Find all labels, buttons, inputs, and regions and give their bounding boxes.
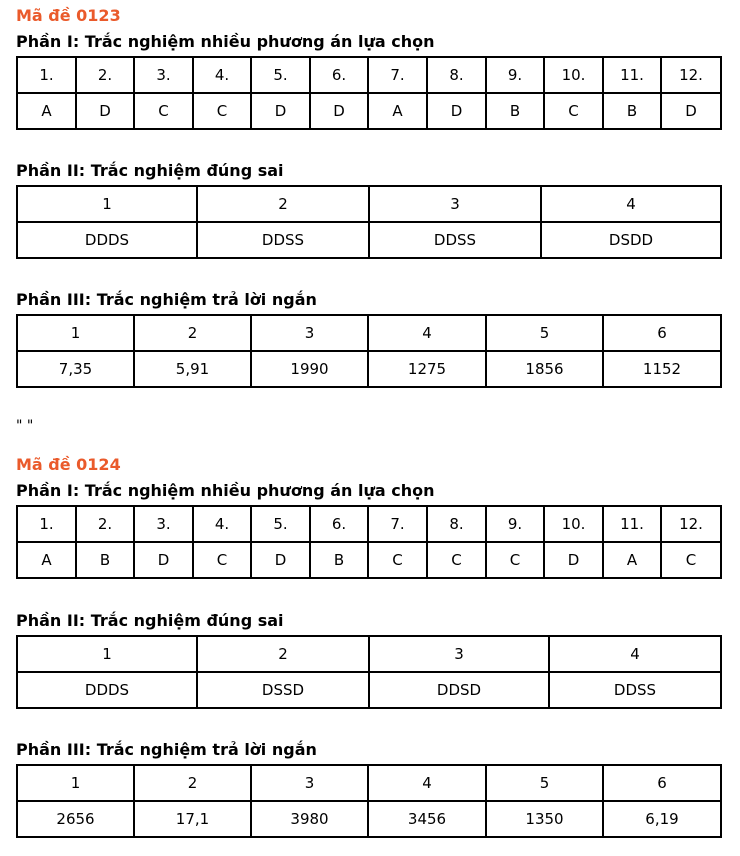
question-number: 6 bbox=[603, 765, 721, 801]
question-number: 5. bbox=[251, 506, 310, 542]
answer-row bbox=[17, 672, 721, 708]
part1-table bbox=[16, 505, 722, 579]
question-number: 3 bbox=[251, 315, 368, 351]
part1-title: Phần I: Trắc nghiệm nhiều phương án lựa chọn bbox=[16, 32, 435, 51]
answer-cell: DSSD bbox=[197, 672, 369, 708]
answer-cell: 1856 bbox=[486, 351, 603, 387]
answer-cell: C bbox=[661, 542, 721, 578]
answer-row bbox=[17, 351, 721, 387]
answer-cell: A bbox=[603, 542, 661, 578]
question-number: 1. bbox=[17, 506, 76, 542]
question-number: 9. bbox=[486, 506, 544, 542]
question-number: 4 bbox=[541, 186, 721, 222]
answer-cell: 1350 bbox=[486, 801, 603, 837]
question-number: 7. bbox=[368, 57, 427, 93]
answer-cell: A bbox=[368, 93, 427, 129]
part1-title: Phần I: Trắc nghiệm nhiều phương án lựa chọn bbox=[16, 481, 435, 500]
exam-code-title: Mã đề 0123 bbox=[16, 6, 121, 25]
exam-code-title: Mã đề 0124 bbox=[16, 455, 121, 474]
answer-row bbox=[17, 93, 721, 129]
question-number: 10. bbox=[544, 506, 603, 542]
answer-cell: C bbox=[544, 93, 603, 129]
answer-cell: D bbox=[427, 93, 486, 129]
part3-title: Phần III: Trắc nghiệm trả lời ngắn bbox=[16, 290, 317, 309]
question-number: 8. bbox=[427, 506, 486, 542]
answer-row bbox=[17, 801, 721, 837]
answer-cell: D bbox=[661, 93, 721, 129]
answer-cell: DDDS bbox=[17, 222, 197, 258]
answer-cell: DDSD bbox=[369, 672, 549, 708]
part1-table bbox=[16, 56, 722, 130]
question-number: 3. bbox=[134, 57, 193, 93]
question-number-row bbox=[17, 765, 721, 801]
question-number: 2 bbox=[134, 315, 251, 351]
answer-cell: 7,35 bbox=[17, 351, 134, 387]
answer-cell: C bbox=[193, 93, 251, 129]
answer-cell: B bbox=[603, 93, 661, 129]
answer-cell: D bbox=[134, 542, 193, 578]
answer-cell: A bbox=[17, 542, 76, 578]
answer-cell: DDSS bbox=[549, 672, 721, 708]
question-number: 7. bbox=[368, 506, 427, 542]
answer-cell: 2656 bbox=[17, 801, 134, 837]
question-number: 2 bbox=[197, 186, 369, 222]
answer-cell: D bbox=[251, 542, 310, 578]
answer-row bbox=[17, 542, 721, 578]
question-number: 3 bbox=[369, 186, 541, 222]
part2-title: Phần II: Trắc nghiệm đúng sai bbox=[16, 161, 284, 180]
question-number: 11. bbox=[603, 506, 661, 542]
question-number: 2. bbox=[76, 506, 134, 542]
question-number: 1 bbox=[17, 315, 134, 351]
part3-title: Phần III: Trắc nghiệm trả lời ngắn bbox=[16, 740, 317, 759]
question-number-row bbox=[17, 506, 721, 542]
answer-cell: 1990 bbox=[251, 351, 368, 387]
question-number: 11. bbox=[603, 57, 661, 93]
answer-cell: 17,1 bbox=[134, 801, 251, 837]
question-number-row bbox=[17, 636, 721, 672]
answer-cell: 3980 bbox=[251, 801, 368, 837]
answer-cell: B bbox=[486, 93, 544, 129]
question-number: 2. bbox=[76, 57, 134, 93]
question-number: 3 bbox=[369, 636, 549, 672]
question-number: 6. bbox=[310, 57, 368, 93]
question-number: 1 bbox=[17, 636, 197, 672]
answer-cell: A bbox=[17, 93, 76, 129]
answer-cell: 5,91 bbox=[134, 351, 251, 387]
question-number-row bbox=[17, 57, 721, 93]
answer-cell: DDSS bbox=[197, 222, 369, 258]
question-number: 4. bbox=[193, 57, 251, 93]
answer-cell: 3456 bbox=[368, 801, 486, 837]
answer-cell: C bbox=[427, 542, 486, 578]
question-number-row bbox=[17, 315, 721, 351]
question-number: 5 bbox=[486, 765, 603, 801]
answer-cell: D bbox=[251, 93, 310, 129]
answer-cell: C bbox=[368, 542, 427, 578]
answer-cell: DSDD bbox=[541, 222, 721, 258]
question-number: 12. bbox=[661, 57, 721, 93]
answer-cell: 1275 bbox=[368, 351, 486, 387]
question-number: 1. bbox=[17, 57, 76, 93]
part3-table bbox=[16, 314, 722, 388]
question-number: 2 bbox=[197, 636, 369, 672]
answer-cell: C bbox=[486, 542, 544, 578]
answer-cell: C bbox=[193, 542, 251, 578]
part2-table bbox=[16, 635, 722, 709]
part2-title: Phần II: Trắc nghiệm đúng sai bbox=[16, 611, 284, 630]
answer-cell: DDDS bbox=[17, 672, 197, 708]
answer-cell: D bbox=[310, 93, 368, 129]
question-number: 10. bbox=[544, 57, 603, 93]
question-number: 5 bbox=[486, 315, 603, 351]
question-number: 2 bbox=[134, 765, 251, 801]
question-number: 1 bbox=[17, 186, 197, 222]
question-number: 4 bbox=[368, 765, 486, 801]
answer-cell: 1152 bbox=[603, 351, 721, 387]
answer-cell: DDSS bbox=[369, 222, 541, 258]
question-number: 6. bbox=[310, 506, 368, 542]
question-number: 9. bbox=[486, 57, 544, 93]
answer-cell: 6,19 bbox=[603, 801, 721, 837]
section-separator: " " bbox=[16, 418, 34, 434]
question-number: 12. bbox=[661, 506, 721, 542]
question-number: 4 bbox=[368, 315, 486, 351]
part3-table bbox=[16, 764, 722, 838]
question-number: 3. bbox=[134, 506, 193, 542]
answer-cell: D bbox=[544, 542, 603, 578]
answer-row bbox=[17, 222, 721, 258]
part2-table bbox=[16, 185, 722, 259]
question-number: 4 bbox=[549, 636, 721, 672]
answer-cell: D bbox=[76, 93, 134, 129]
question-number: 4. bbox=[193, 506, 251, 542]
question-number: 6 bbox=[603, 315, 721, 351]
question-number: 5. bbox=[251, 57, 310, 93]
question-number: 3 bbox=[251, 765, 368, 801]
answer-cell: B bbox=[310, 542, 368, 578]
answer-cell: B bbox=[76, 542, 134, 578]
answer-cell: C bbox=[134, 93, 193, 129]
question-number: 8. bbox=[427, 57, 486, 93]
question-number-row bbox=[17, 186, 721, 222]
question-number: 1 bbox=[17, 765, 134, 801]
